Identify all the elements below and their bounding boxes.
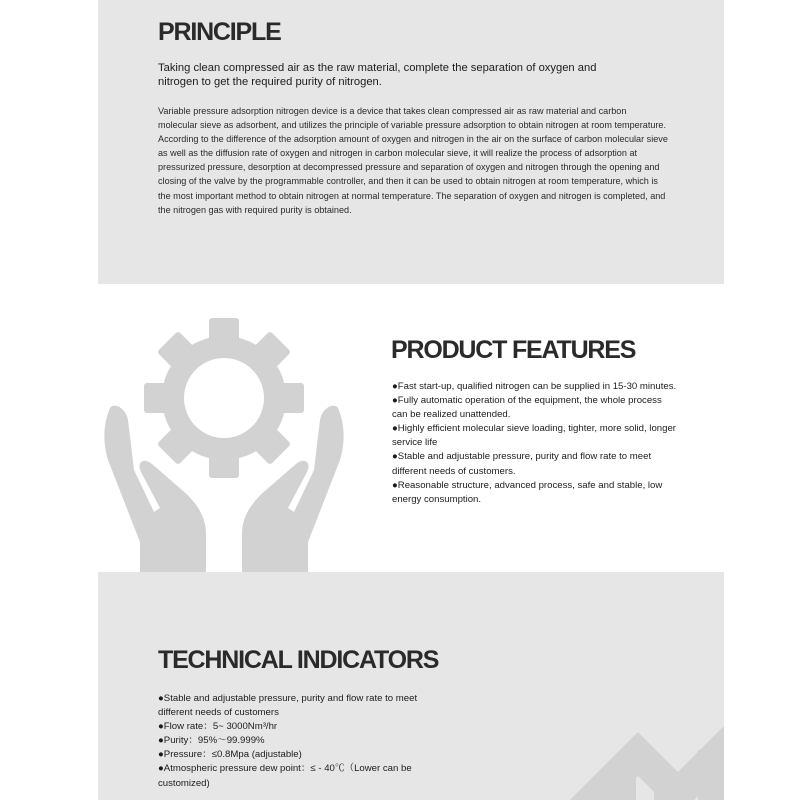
feature-item: ●Fast start-up, qualified nitrogen can be supplied in 15-30 minutes. — [392, 381, 677, 392]
indicator-item: ●Pressure：≤0.8Mpa (adjustable) — [158, 749, 302, 761]
feature-item: ●Stable and adjustable pressure, purity and flow rate to meet different needs of customers. — [392, 451, 652, 477]
technical-indicators-title: TECHNICAL INDICATORS — [158, 646, 439, 674]
product-features-title: PRODUCT FEATURES — [391, 336, 636, 364]
indicator-item: ●Purity：95%～99.999% — [158, 735, 265, 747]
gear-in-hands-icon — [98, 310, 358, 572]
principle-title: PRINCIPLE — [158, 18, 281, 46]
feature-item: ●Reasonable structure, advanced process, safe and stable, low energy consumption. — [392, 479, 663, 505]
principle-section — [98, 0, 724, 284]
feature-item: ●Fully automatic operation of the equipment, the whole process can be realized unattended. — [392, 395, 662, 421]
principle-lead-text: Taking clean compressed air as the raw material, complete the separation of oxygen and nitrogen to get the required purity of nitrogen. — [158, 62, 597, 88]
product-features-list — [392, 380, 677, 507]
technical-indicators-list — [158, 692, 433, 791]
technical-indicators-section — [98, 572, 724, 800]
indicator-item: ●Atmospheric pressure dew point：≤ - 40℃（Lower can be customized) — [158, 763, 412, 789]
indicator-item: ●Stable and adjustable pressure, purity and flow rate to meet different needs of customers — [158, 693, 418, 719]
indicator-item: ●Flow rate：5~ 3000Nm³/hr — [158, 721, 278, 733]
growth-chart-icon — [568, 632, 724, 800]
feature-item: ●Highly efficient molecular sieve loading, tighter, more solid, longer service life — [392, 423, 676, 449]
principle-body-text: Variable pressure adsorption nitrogen device is a device that takes clean compressed air as raw material and carbon molecular sieve as adsorbent, and utilizes the principle of variable pressure adsorption to obtain nitrogen at room temperature. According to the difference of the adsorption amount of oxygen and nitrogen in the air on the surface of carbon molecular sieve as well as the diffusion rate of oxygen and nitrogen in carbon molecular sieve, it will realize the process of adsorption at pressurized pressure, desorption at decompressed pressure and separation of oxygen and nitrogen through the opening and closing of the valve by the programmable controller, and then it can be used to obtain nitrogen at room temperature, which is the most important method to obtain nitrogen at normal temperature. The separation of oxygen and nitrogen is completed, and the nitrogen gas with required purity is obtained. — [158, 106, 668, 215]
